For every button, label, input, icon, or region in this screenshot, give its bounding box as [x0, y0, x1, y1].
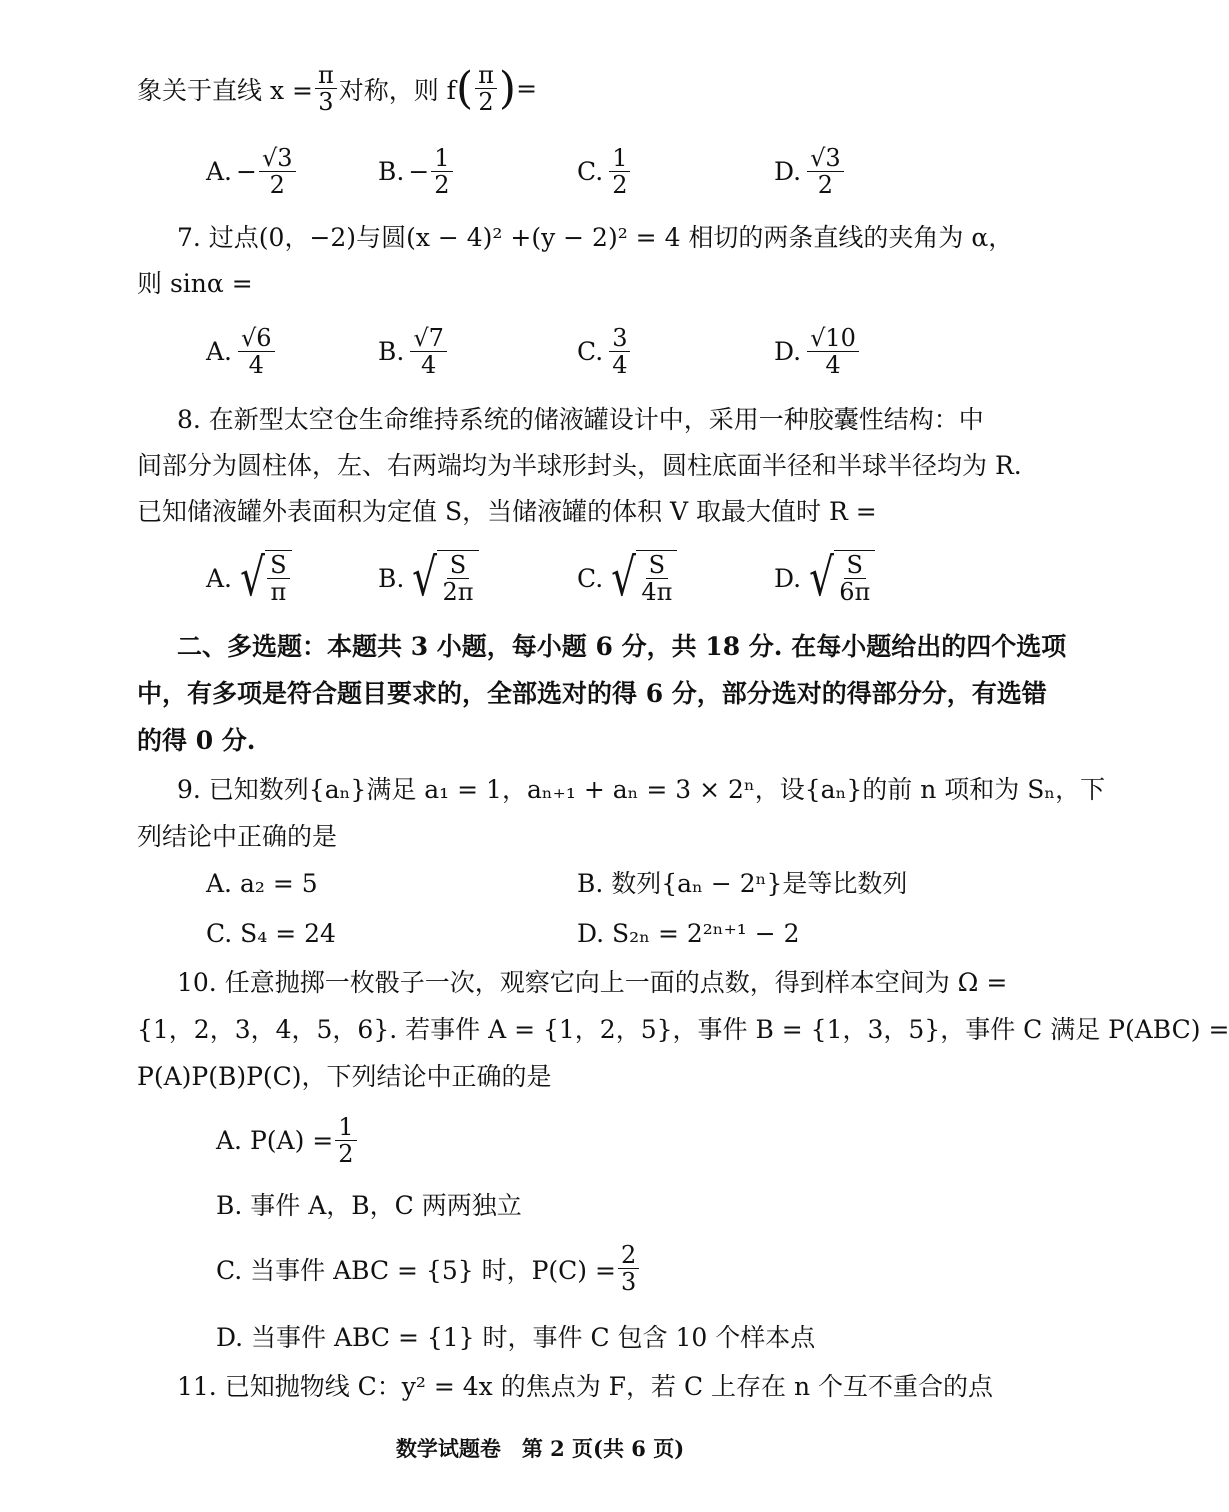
q8-line-3: 已知储液罐外表面积为定值 S，当储液罐的体积 V 取最大值时 R = — [137, 497, 877, 526]
page-footer: 数学试题卷 第 2 页(共 6 页) — [395, 1436, 685, 1461]
fraction: $\frac{S}{\pi}$ — [267, 552, 289, 605]
q6-option-b: B. − $\frac{1}{2}$ — [378, 145, 455, 198]
q11-line-1: 11. 已知抛物线 C：y² = 4x 的焦点为 F，若 C 上存在 n 个互不重合的点 — [177, 1372, 994, 1401]
q10-option-b: B. 事件 A，B，C 两两独立 — [216, 1191, 522, 1220]
square-root: √ $\frac{S}{6\pi}$ — [805, 550, 875, 606]
right-paren: ) — [498, 62, 517, 114]
q6-text-a: 象关于直线 x = — [137, 75, 313, 105]
q9-option-d: D. S₂ₙ = 2²ⁿ⁺¹ − 2 — [577, 919, 800, 948]
section-2-heading-line-1: 二、多选题：本题共 3 小题，每小题 6 分，共 18 分. 在每小题给出的四个选项 — [177, 632, 1067, 661]
q10-option-c: C. 当事件 ABC = {5} 时，P(C) = $\frac{2}{3}$ — [216, 1242, 641, 1295]
q9-line-1: 9. 已知数列{aₙ}满足 a₁ = 1，aₙ₊₁ + aₙ = 3 × 2ⁿ，设{aₙ}的前 n 项和为 Sₙ，下 — [177, 775, 1106, 804]
fraction: $\frac{√3}{2}$ — [807, 145, 844, 198]
square-root: √ $\frac{S}{4\pi}$ — [607, 550, 677, 606]
fraction: $\frac{√3}{2}$ — [259, 145, 296, 198]
q6-pi-over-2 — [475, 62, 497, 115]
q9-line-2: 列结论中正确的是 — [137, 822, 338, 851]
q9-option-b: B. 数列{aₙ − 2ⁿ}是等比数列 — [577, 869, 908, 898]
q9-option-a: A. a₂ = 5 — [206, 869, 318, 898]
q8-line-2: 间部分为圆柱体，左、右两端均为半球形封头，圆柱底面半径和半球半径均为 R. — [137, 451, 1022, 480]
square-root: √ $\frac{S}{\pi}$ — [236, 550, 292, 606]
q10-option-d: D. 当事件 ABC = {1} 时，事件 C 包含 10 个样本点 — [216, 1323, 816, 1352]
q7-option-c: C. $\frac{3}{4}$ — [577, 325, 632, 378]
fraction: $\frac{1}{2}$ — [609, 145, 630, 198]
q10-option-a: A. P(A) = $\frac{1}{2}$ — [216, 1114, 359, 1167]
fraction: $\frac{√10}{4}$ — [807, 325, 859, 378]
q6-text-b: 对称，则 f — [338, 75, 456, 105]
square-root: √ $\frac{S}{2\pi}$ — [408, 550, 478, 606]
q7-option-a: A. $\frac{√6}{4}$ — [206, 325, 277, 378]
q10-line-1: 10. 任意抛掷一枚骰子一次，观察它向上一面的点数，得到样本空间为 Ω = — [177, 968, 1008, 997]
fraction-numerator: π — [315, 62, 337, 89]
section-2-heading-line-2: 中，有多项是符合题目要求的，全部选对的得 6 分，部分选对的得部分分，有选错 — [137, 679, 1047, 708]
q8-option-a: A. √ $\frac{S}{\pi}$ — [206, 550, 292, 606]
q7-option-d: D. $\frac{√10}{4}$ — [774, 325, 861, 378]
left-paren: ( — [455, 62, 474, 114]
q7-line-1: 7. 过点(0，−2)与圆(x − 4)² +(y − 2)² = 4 相切的两条直线的夹角为 α， — [177, 223, 1014, 252]
q7-option-b: B. $\frac{√7}{4}$ — [378, 325, 449, 378]
fraction: $\frac{1}{2}$ — [335, 1114, 356, 1167]
q7-line-2: 则 sinα = — [137, 269, 253, 298]
fraction: $\frac{2}{3}$ — [618, 1242, 639, 1295]
q10-line-3: P(A)P(B)P(C)，下列结论中正确的是 — [137, 1062, 552, 1091]
q8-line-1: 8. 在新型太空仓生命维持系统的储液罐设计中，采用一种胶囊性结构：中 — [177, 405, 984, 434]
q6-option-a: A. − $\frac{√3}{2}$ — [206, 145, 298, 198]
fraction-numerator: π — [475, 62, 497, 89]
fraction: $\frac{√6}{4}$ — [238, 325, 275, 378]
fraction: $\frac{S}{2\pi}$ — [442, 551, 474, 606]
fraction: $\frac{3}{4}$ — [609, 325, 630, 378]
q8-option-d: D. √ $\frac{S}{6\pi}$ — [774, 550, 875, 606]
fraction-denominator: 2 — [478, 88, 494, 116]
q9-option-c: C. S₄ = 24 — [206, 919, 336, 948]
q6-text-c: = — [516, 74, 538, 103]
q6-option-c: C. $\frac{1}{2}$ — [577, 145, 632, 198]
q6-stem-continued — [137, 62, 537, 115]
q6-option-d: D. $\frac{√3}{2}$ — [774, 145, 846, 198]
section-2-heading-line-3: 的得 0 分. — [137, 726, 256, 755]
fraction: $\frac{1}{2}$ — [431, 145, 452, 198]
fraction: $\frac{S}{6\pi}$ — [839, 551, 871, 606]
fraction: $\frac{S}{4\pi}$ — [641, 551, 673, 606]
fraction: $\frac{√7}{4}$ — [410, 325, 447, 378]
q6-pi-over-3 — [315, 62, 337, 115]
q8-option-c: C. √ $\frac{S}{4\pi}$ — [577, 550, 677, 606]
fraction-denominator: 3 — [318, 88, 334, 116]
q8-option-b: B. √ $\frac{S}{2\pi}$ — [378, 550, 479, 606]
q10-line-2: {1，2，3，4，5，6}. 若事件 A = {1，2，5}，事件 B = {1，3，5}，事件 C 满足 P(ABC) = — [137, 1015, 1229, 1044]
